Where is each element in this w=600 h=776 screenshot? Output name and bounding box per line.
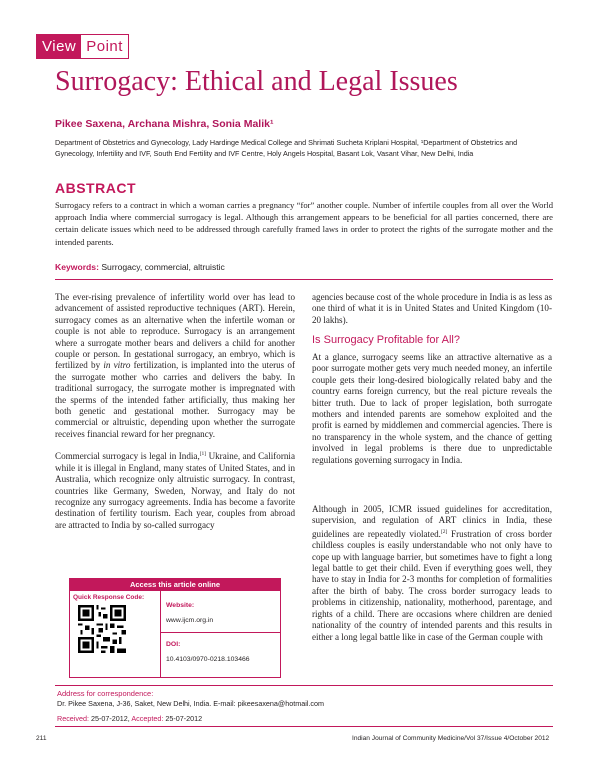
journal-footer: Indian Journal of Community Medicine/Vol 37/Issue 4/October 2012 [352, 735, 550, 742]
qr-label: Quick Response Code: [73, 594, 145, 601]
text-italic: in vitro [103, 360, 131, 371]
affiliation: Department of Obstetrics and Gynecology, Lady Hardinge Medical College and Shrimati Sucheta Kriplani Hospital, ¹Department of Obstetrics and Gynecology, Infertility and IVF, South End Fertility and IVF Centre, Holy Angels Hospital, Basant Lok, Vasant Vihar, New Delhi, India [55, 138, 518, 158]
divider [55, 685, 553, 686]
text-run: Frustration of cross border childless couples is easily understandable who not only have to cope up with language barrier, but sometimes have to fight a long legal battle to get their child. Even if everything goes well, they have to stay in India for 2-3 months for completion of formalities after the birth of baby. The cross border surrogacy leads to problems in citizenship, nationality, motherhood, parentage, and rights of a child. There are occasions where children are denied nationality of the country of intended parents and this results in either a long legal battle like in case of the German couple with [312, 528, 552, 642]
article-type-tag [36, 34, 129, 59]
keywords-label: Keywords: [55, 262, 99, 272]
correspondence-label: Address for correspondence: [57, 689, 154, 698]
citation-ref[interactable]: [2] [440, 528, 448, 535]
website-label: Website: [166, 602, 195, 609]
body-column-right-top [312, 292, 552, 335]
qr-code-icon[interactable] [78, 605, 126, 653]
paragraph [55, 292, 295, 440]
tag-left: View [37, 35, 81, 58]
received-label: Received: [57, 714, 89, 723]
text-run: fertilization, is implanted into the uterus of the surrogate mother who carries and delivers the baby. In traditional surrogacy, the surrogate mother is impregnated with the sperms of the intended father artificially, thus making her both genetic and gestational mother. Surrogacy may be commercial or altruistic, depending upon whether the surrogate receives financial reward for her pregnancy. [55, 360, 295, 439]
paragraph [312, 504, 552, 643]
text-run: Commercial surrogacy is legal in India, [55, 451, 200, 462]
paragraph: agencies because cost of the whole procedure in India is as less as one third of what it is in United States and United Kingdom (10-20 lakhs). [312, 292, 552, 325]
article-title: Surrogacy: Ethical and Legal Issues [55, 66, 458, 97]
page-number: 211 [36, 735, 47, 742]
correspondence-text: Dr. Pikee Saxena, J-36, Saket, New Delhi, India. E-mail: pikeesaxena@hotmail.com [57, 699, 324, 708]
received-value: 25-07-2012 [90, 714, 128, 723]
keywords-value: Surrogacy, commercial, altruistic [101, 262, 225, 272]
abstract-heading: ABSTRACT [55, 180, 136, 196]
accepted-value: 25-07-2012 [165, 714, 203, 723]
article-dates: Received: 25-07-2012, Accepted: 25-07-2012 [57, 714, 203, 723]
doi-link[interactable]: 10.4103/0970-0218.103466 [166, 656, 250, 663]
paragraph: At a glance, surrogacy seems like an attractive alternative as a poor surrogate mother gets very much needed money, an infertile couple gets their long-desired biologically related baby and the country earns foreign currency, but the real picture reveals the bitter truth. Due to lack of proper legislation, both surrogate mothers and intended parents are somehow exploited and the profit is earned by middlemen and commercial agencies. There is no transparency in the whole system, and the chance of getting involved in legal problems is there due to unpredictable regulations governing surrogacy in India. [312, 352, 552, 465]
divider [160, 632, 281, 633]
divider [160, 591, 161, 677]
access-box-heading: Access this article online [69, 578, 281, 591]
text-run: Although in 2005, ICMR issued guidelines for accreditation, supervision, and regulation of ART clinics in India, these guidelines are repeatedly violated. [312, 504, 552, 539]
keywords [55, 262, 225, 272]
authors: Pikee Saxena, Archana Mishra, Sonia Malik¹ [55, 118, 274, 130]
website-link[interactable]: www.ijcm.org.in [166, 617, 214, 624]
body-column-left [55, 292, 295, 540]
section-heading: Is Surrogacy Profitable for All? [312, 334, 460, 346]
text-run: Ukraine, and California while it is illegal in England, many states of United States, and in Australia, which recognize only altruistic surrogacy. In contrast, countries like Germany, Sweden, Norway, and Italy do not recognize any surrogacy agreements. India has become a favorite destination of fertility tourism. Each year, couples from abroad are attracted to India by so-called surrogacy [55, 451, 295, 530]
accepted-label: Accepted: [131, 714, 164, 723]
divider [55, 726, 553, 727]
paragraph [55, 449, 295, 531]
body-column-right-bottom [312, 504, 552, 652]
doi-label: DOI: [166, 641, 181, 648]
body-column-right-mid [312, 352, 552, 475]
abstract-text: Surrogacy refers to a contract in which a woman carries a pregnancy “for” another couple. Number of infertile couples from all over the World approach India where commercial surrogacy is legal. Although this arrangement appears to be beneficial for all parties concerned, there are certain delicate issues which need to be addressed through carefully framed laws in order to protect the rights of the surrogate mother and the intended parents. [55, 200, 553, 247]
divider [55, 279, 553, 280]
text-run: The ever-rising prevalence of infertility world over has lead to advancement of assisted reproductive techniques (ART). Herein, surrogacy comes as an alternative when the infertile woman or couple is not able to reproduce. Surrogacy is an arrangement where a surrogate mother bears and delivers a child for another couple or person. In gestational surrogacy, an embryo, which is fertilized by [55, 292, 295, 371]
tag-right: Point [81, 35, 128, 58]
citation-ref[interactable]: [1] [199, 451, 207, 458]
